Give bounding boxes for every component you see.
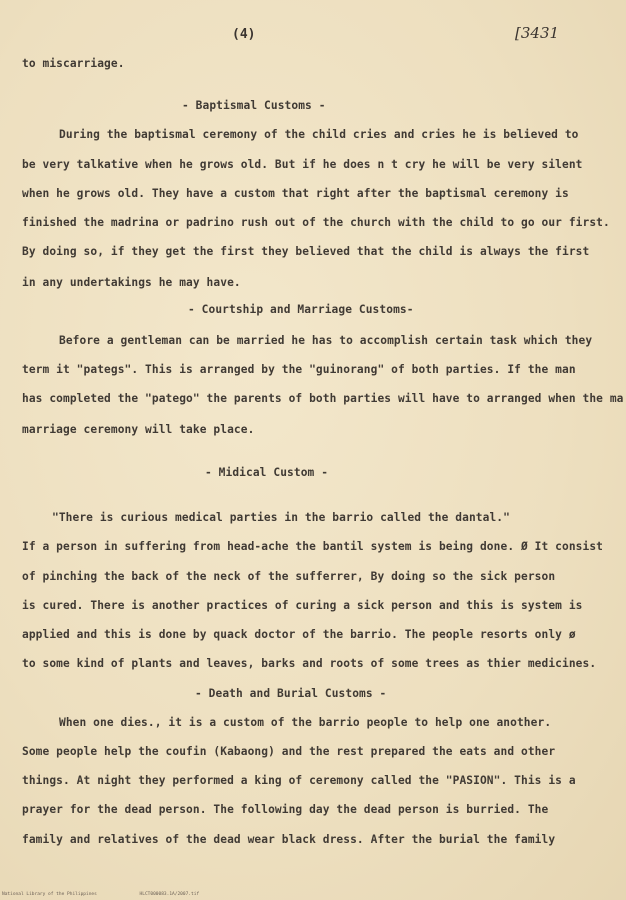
- text-line: By doing so, if they get the first they believed that the child is always the first: [22, 245, 590, 258]
- text-line: be very talkative when he grows old. But if he does n t cry he will be very silent: [22, 158, 583, 171]
- section-heading-courtship: - Courtship and Marriage Customs-: [188, 303, 414, 316]
- archive-stamp: [3431: [515, 24, 560, 42]
- section-heading-baptismal: - Baptismal Customs -: [182, 99, 326, 112]
- text-line: When one dies., it is a custom of the barrio people to help one another.: [59, 716, 552, 729]
- text-line: family and relatives of the dead wear black dress. After the burial the family: [22, 833, 556, 846]
- footer: [2, 892, 199, 897]
- section-heading-medical: - Midical Custom -: [205, 466, 329, 479]
- text-line: During the baptismal ceremony of the child cries and cries he is believed to: [59, 128, 579, 141]
- text-line: to some kind of plants and leaves, barks and roots of some trees as thier medicines.: [22, 657, 597, 670]
- text-line: Some people help the coufin (Kabaong) and the rest prepared the eats and other: [22, 745, 556, 758]
- section-heading-death-burial: - Death and Burial Customs -: [195, 687, 387, 700]
- text-line: when he grows old. They have a custom that right after the baptismal ceremony is: [22, 187, 569, 200]
- text-line: If a person in suffering from head-ache the bantil system is being done. Ø It consist: [22, 540, 604, 553]
- text-line: things. At night they performed a king of ceremony called the "PASION". This is a: [22, 774, 576, 787]
- text-line: "There is curious medical parties in the barrio called the dantal.": [52, 511, 510, 524]
- text-line: has completed the "patego" the parents of both parties will have to arranged when the ma: [22, 392, 624, 405]
- page-number: (4): [232, 27, 256, 42]
- text-line: applied and this is done by quack doctor of the barrio. The people resorts only ø: [22, 628, 576, 641]
- text-line: term it "pategs". This is arranged by the "guinorang" of both parties. If the man: [22, 363, 576, 376]
- text-line: is cured. There is another practices of curing a sick person and this is system is: [22, 599, 583, 612]
- footer-ref: HLCT000083.1A/2007.tif: [139, 892, 200, 897]
- text-line: in any undertakings he may have.: [22, 276, 241, 289]
- text-line: finished the madrina or padrino rush out of the church with the child to go our first.: [22, 216, 610, 229]
- text-line: marriage ceremony will take place.: [22, 423, 255, 436]
- footer-institution: National Library of the Philippines: [2, 892, 97, 897]
- text-line: of pinching the back of the neck of the sufferrer, By doing so the sick person: [22, 570, 556, 583]
- text-line: prayer for the dead person. The following day the dead person is burried. The: [22, 803, 549, 816]
- text-line: to miscarriage.: [22, 57, 125, 70]
- text-line: Before a gentleman can be married he has to accomplish certain task which they: [59, 334, 593, 347]
